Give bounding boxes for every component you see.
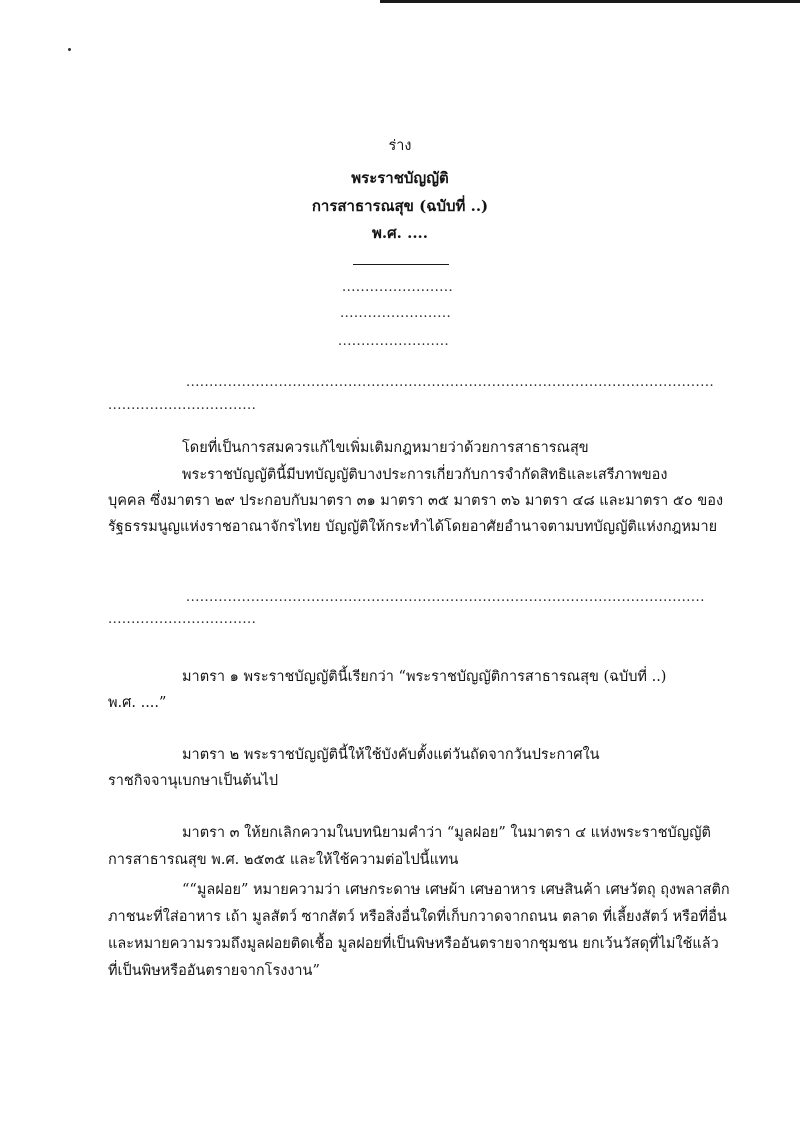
preamble-line-4: รัฐธรรมนูญแห่งราชอาณาจักรไทย บัญญัติให้กระทำได้โดยอาศัยอำนาจตามบทบัญญัติแห่งกฎหมาย: [108, 519, 718, 535]
act-subtitle: การสาธารณสุข (ฉบับที่ ..): [311, 197, 489, 215]
section-3-definition-line-2: ภาชนะที่ใส่อาหาร เถ้า มูลสัตว์ ซากสัตว์ หรือสิ่งอื่นใดที่เก็บกวาดจากถนน ตลาด ที่เลี้ยงสัตว์ หรือที่อื่น: [108, 909, 727, 925]
preamble-dots-line-1: ..................................................................................................................: [186, 375, 715, 390]
section-2-line-1: มาตรา ๒ พระราชบัญญัตินี้ให้ใช้บังคับตั้งแต่วันถัดจากวันประกาศใน: [182, 747, 600, 763]
scan-edge-line: [380, 0, 800, 3]
section-3-line-2: การสาธารณสุข พ.ศ. ๒๕๓๕ และให้ใช้ความต่อไปนี้แทน: [108, 852, 459, 868]
section-3-definition-line-3: และหมายความรวมถึงมูลฝอยติดเชื้อ มูลฝอยที่เป็นพิษหรืออันตรายจากชุมชน ยกเว้นวัสดุที่ไม่ใช้แล้ว: [108, 936, 719, 952]
blank-line-3: ........................: [338, 334, 450, 349]
section-1-line-1: มาตรา ๑ พระราชบัญญัตินี้เรียกว่า “พระราชบัญญัติการสาธารณสุข (ฉบับที่ ..): [182, 669, 667, 685]
blank-line-1: ........................: [342, 280, 454, 295]
draft-label: ร่าง: [388, 138, 412, 154]
preamble-line-1: โดยที่เป็นการสมควรแก้ไขเพิ่มเติมกฎหมายว่าด้วยการสาธารณสุข: [182, 440, 589, 456]
enacting-dots-line-2: ................................: [108, 612, 257, 627]
preamble-line-3: บุคคล ซึ่งมาตรา ๒๙ ประกอบกับมาตรา ๓๑ มาตรา ๓๕ มาตรา ๓๖ มาตรา ๔๘ และมาตรา ๕๐ ของ: [108, 493, 724, 509]
preamble-line-2: พระราชบัญญัตินี้มีบทบัญญัติบางประการเกี่ยวกับการจำกัดสิทธิและเสรีภาพของ: [182, 467, 668, 483]
act-title: พระราชบัญญัติ: [351, 169, 449, 187]
section-2-line-2: ราชกิจจานุเบกษาเป็นต้นไป: [108, 773, 279, 789]
preamble-dots-line-2: ................................: [108, 398, 257, 413]
act-year: พ.ศ. ....: [372, 224, 428, 242]
section-3-line-1: มาตรา ๓ ให้ยกเลิกความในบทนิยามคำว่า “มูลฝอย” ในมาตรา ๔ แห่งพระราชบัญญัติ: [182, 825, 711, 841]
section-3-definition-line-1: ““มูลฝอย” หมายความว่า เศษกระดาษ เศษผ้า เศษอาหาร เศษสินค้า เศษวัตถุ ถุงพลาสติก: [182, 882, 730, 898]
section-1-line-2: พ.ศ. ....”: [108, 695, 167, 711]
title-underline: [353, 264, 449, 265]
scan-speck: [68, 48, 71, 51]
section-3-definition-line-4: ที่เป็นพิษหรืออันตรายจากโรงงาน”: [108, 963, 320, 979]
enacting-dots-line-1: ................................................................................................................: [186, 590, 705, 605]
blank-line-2: ........................: [340, 306, 452, 321]
